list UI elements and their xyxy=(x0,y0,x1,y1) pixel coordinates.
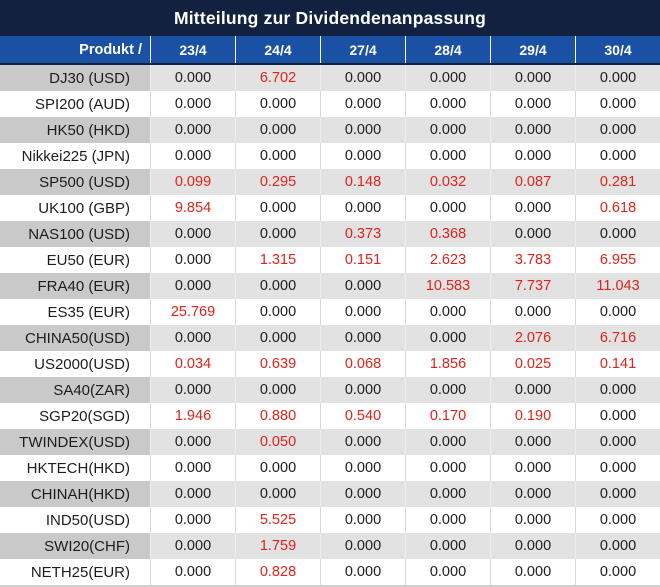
value-cell: 0.000 xyxy=(490,91,575,117)
product-label: SWI20(CHF) xyxy=(0,533,150,559)
value-cell: 0.000 xyxy=(150,507,235,533)
value-cell: 0.000 xyxy=(575,533,660,559)
value-cell: 0.000 xyxy=(320,325,405,351)
value-cell: 0.034 xyxy=(150,351,235,377)
table-row xyxy=(0,221,660,247)
table-row xyxy=(0,533,660,559)
value-cell: 0.000 xyxy=(235,481,320,507)
value-cell: 0.000 xyxy=(150,481,235,507)
value-cell: 0.087 xyxy=(490,169,575,195)
product-label: HKTECH(HKD) xyxy=(26,459,130,477)
table-row xyxy=(0,169,660,195)
value-cell: 0.368 xyxy=(405,221,490,247)
value-cell: 0.000 xyxy=(320,507,405,533)
value-cell: 0.000 xyxy=(235,143,320,169)
value-cell: 0.000 xyxy=(235,195,320,221)
product-label: SPI200 (AUD) xyxy=(34,95,130,113)
value-cell: 2.076 xyxy=(490,325,575,351)
value-cell: 0.000 xyxy=(235,273,320,299)
product-label: Nikkei225 (JPN) xyxy=(21,147,130,165)
value-cell: 0.000 xyxy=(320,143,405,169)
table-row xyxy=(0,403,660,429)
value-cell: 0.000 xyxy=(150,221,235,247)
value-cell: 0.025 xyxy=(490,351,575,377)
value-cell: 0.000 xyxy=(490,195,575,221)
table-row xyxy=(0,559,660,585)
value-cell: 0.000 xyxy=(575,91,660,117)
product-label: CHINAH(HKD) xyxy=(0,481,150,507)
product-label: NAS100 (USD) xyxy=(0,221,150,247)
product-label: SA40(ZAR) xyxy=(0,377,150,403)
value-cell: 6.955 xyxy=(575,247,660,273)
value-cell: 0.151 xyxy=(320,247,405,273)
value-cell: 0.295 xyxy=(235,169,320,195)
value-cell: 0.880 xyxy=(235,403,320,429)
value-cell: 0.000 xyxy=(575,377,660,403)
value-cell: 0.000 xyxy=(575,481,660,507)
value-cell: 0.000 xyxy=(575,117,660,143)
value-cell: 1.946 xyxy=(150,403,235,429)
column-header-date: 28/4 xyxy=(405,36,490,63)
table-row xyxy=(0,507,660,533)
table-row xyxy=(0,429,660,455)
value-cell: 0.000 xyxy=(405,325,490,351)
value-cell: 0.000 xyxy=(320,429,405,455)
value-cell: 0.000 xyxy=(490,455,575,481)
value-cell: 9.854 xyxy=(150,195,235,221)
value-cell: 0.000 xyxy=(490,559,575,585)
value-cell: 0.000 xyxy=(490,377,575,403)
table-row xyxy=(0,299,660,325)
value-cell: 3.783 xyxy=(490,247,575,273)
column-header-date: 30/4 xyxy=(575,36,660,63)
value-cell: 0.000 xyxy=(490,65,575,91)
value-cell: 0.000 xyxy=(405,533,490,559)
value-cell: 6.702 xyxy=(235,65,320,91)
column-header-date: 27/4 xyxy=(320,36,405,63)
table-row xyxy=(0,247,660,273)
value-cell: 0.000 xyxy=(320,299,405,325)
value-cell: 0.000 xyxy=(150,247,235,273)
value-cell: 0.000 xyxy=(320,481,405,507)
value-cell: 0.000 xyxy=(405,377,490,403)
value-cell: 0.000 xyxy=(150,455,235,481)
value-cell: 0.000 xyxy=(575,299,660,325)
value-cell: 0.000 xyxy=(405,65,490,91)
value-cell: 0.828 xyxy=(235,559,320,585)
value-cell: 0.000 xyxy=(405,429,490,455)
value-cell: 0.540 xyxy=(320,403,405,429)
value-cell: 0.000 xyxy=(150,533,235,559)
value-cell: 0.000 xyxy=(320,533,405,559)
value-cell: 0.068 xyxy=(320,351,405,377)
value-cell: 0.000 xyxy=(150,117,235,143)
value-cell: 0.000 xyxy=(235,455,320,481)
value-cell: 0.000 xyxy=(235,91,320,117)
value-cell: 0.000 xyxy=(575,143,660,169)
table-row xyxy=(0,325,660,351)
product-label: IND50(USD) xyxy=(45,511,130,529)
value-cell: 1.759 xyxy=(235,533,320,559)
table-row xyxy=(0,481,660,507)
value-cell: 0.000 xyxy=(490,221,575,247)
product-label: NETH25(EUR) xyxy=(30,563,130,581)
value-cell: 0.000 xyxy=(405,117,490,143)
value-cell: 0.000 xyxy=(150,325,235,351)
column-header-product: Produkt / xyxy=(79,41,142,58)
value-cell: 1.856 xyxy=(405,351,490,377)
value-cell: 0.148 xyxy=(320,169,405,195)
value-cell: 0.000 xyxy=(575,429,660,455)
value-cell: 10.583 xyxy=(405,273,490,299)
column-header-date: 24/4 xyxy=(235,36,320,63)
table-row xyxy=(0,117,660,143)
product-label: EU50 (EUR) xyxy=(46,251,130,269)
table-row xyxy=(0,351,660,377)
value-cell: 0.000 xyxy=(150,559,235,585)
value-cell: 0.000 xyxy=(235,325,320,351)
value-cell: 0.000 xyxy=(320,91,405,117)
product-label: US2000(USD) xyxy=(34,355,130,373)
value-cell: 0.000 xyxy=(575,455,660,481)
value-cell: 0.000 xyxy=(405,481,490,507)
value-cell: 0.000 xyxy=(490,507,575,533)
value-cell: 0.000 xyxy=(575,221,660,247)
value-cell: 0.000 xyxy=(320,195,405,221)
value-cell: 0.639 xyxy=(235,351,320,377)
value-cell: 0.190 xyxy=(490,403,575,429)
product-label: UK100 (GBP) xyxy=(38,199,130,217)
value-cell: 0.032 xyxy=(405,169,490,195)
value-cell: 11.043 xyxy=(575,273,660,299)
value-cell: 0.000 xyxy=(405,455,490,481)
value-cell: 0.000 xyxy=(575,559,660,585)
value-cell: 0.000 xyxy=(150,65,235,91)
product-label: SP500 (USD) xyxy=(0,169,150,195)
table-row xyxy=(0,195,660,221)
value-cell: 0.000 xyxy=(320,65,405,91)
value-cell: 0.000 xyxy=(490,143,575,169)
value-cell: 0.000 xyxy=(405,143,490,169)
value-cell: 0.099 xyxy=(150,169,235,195)
table-row xyxy=(0,65,660,91)
table-row xyxy=(0,143,660,169)
value-cell: 0.373 xyxy=(320,221,405,247)
value-cell: 0.000 xyxy=(320,273,405,299)
value-cell: 0.000 xyxy=(575,65,660,91)
title-bar xyxy=(0,0,660,36)
table-header-row xyxy=(0,36,660,65)
column-header-date: 23/4 xyxy=(150,36,235,63)
value-cell: 0.000 xyxy=(320,117,405,143)
page-title: Mitteilung zur Dividendenanpassung xyxy=(173,7,487,28)
value-cell: 0.000 xyxy=(150,273,235,299)
value-cell: 0.000 xyxy=(490,429,575,455)
value-cell: 0.000 xyxy=(235,117,320,143)
value-cell: 0.000 xyxy=(405,299,490,325)
column-header-date: 29/4 xyxy=(490,36,575,63)
product-label: ES35 (EUR) xyxy=(47,303,130,321)
product-label: TWINDEX(USD) xyxy=(0,429,150,455)
table-row xyxy=(0,455,660,481)
value-cell: 0.000 xyxy=(490,533,575,559)
value-cell: 0.000 xyxy=(575,507,660,533)
table-body xyxy=(0,65,660,585)
value-cell: 5.525 xyxy=(235,507,320,533)
value-cell: 0.000 xyxy=(490,299,575,325)
value-cell: 0.000 xyxy=(150,143,235,169)
product-label: CHINA50(USD) xyxy=(0,325,150,351)
value-cell: 0.050 xyxy=(235,429,320,455)
value-cell: 0.000 xyxy=(150,91,235,117)
product-label: HK50 (HKD) xyxy=(0,117,150,143)
value-cell: 0.000 xyxy=(575,403,660,429)
value-cell: 0.000 xyxy=(405,507,490,533)
value-cell: 0.000 xyxy=(150,377,235,403)
value-cell: 0.000 xyxy=(235,221,320,247)
value-cell: 0.000 xyxy=(235,377,320,403)
table-row xyxy=(0,377,660,403)
value-cell: 7.737 xyxy=(490,273,575,299)
value-cell: 0.170 xyxy=(405,403,490,429)
value-cell: 25.769 xyxy=(150,299,235,325)
table-row xyxy=(0,273,660,299)
value-cell: 0.000 xyxy=(490,117,575,143)
value-cell: 2.623 xyxy=(405,247,490,273)
table-row xyxy=(0,91,660,117)
product-label: DJ30 (USD) xyxy=(0,65,150,91)
value-cell: 1.315 xyxy=(235,247,320,273)
value-cell: 0.000 xyxy=(405,91,490,117)
product-label: FRA40 (EUR) xyxy=(0,273,150,299)
value-cell: 0.000 xyxy=(320,455,405,481)
value-cell: 0.000 xyxy=(235,299,320,325)
value-cell: 0.000 xyxy=(490,481,575,507)
value-cell: 0.141 xyxy=(575,351,660,377)
value-cell: 0.281 xyxy=(575,169,660,195)
product-label: SGP20(SGD) xyxy=(39,407,130,425)
value-cell: 0.000 xyxy=(405,559,490,585)
value-cell: 0.000 xyxy=(320,377,405,403)
value-cell: 0.000 xyxy=(320,559,405,585)
value-cell: 0.618 xyxy=(575,195,660,221)
value-cell: 6.716 xyxy=(575,325,660,351)
value-cell: 0.000 xyxy=(405,195,490,221)
value-cell: 0.000 xyxy=(150,429,235,455)
